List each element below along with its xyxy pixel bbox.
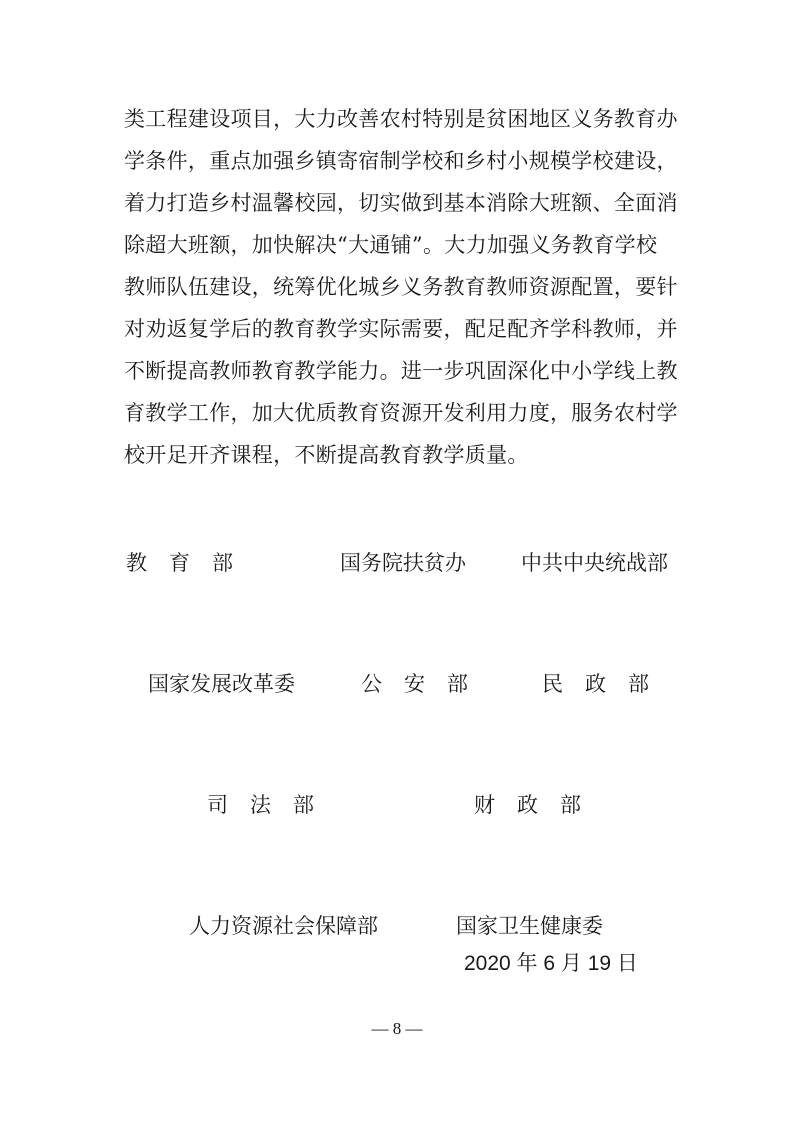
body-line: 教师队伍建设，统筹优化城乡义务教育教师资源配置，要针 xyxy=(124,275,678,299)
signatory-ministry-of-finance: 财政部 xyxy=(474,793,603,817)
body-line: 育教学工作，加大优质教育资源开发利用力度，服务农村学 xyxy=(124,401,678,425)
body-line: 校开足开齐课程，不断提高教育教学质量。 xyxy=(124,443,529,467)
signatory-ndrc: 国家发展改革委 xyxy=(148,672,295,696)
page-number: — 8 — xyxy=(371,1019,423,1038)
signatory-ministry-of-public-security: 公安部 xyxy=(361,672,490,696)
body-line: 除超大班额，加快解决“大通铺”。大力加强义务教育学校 xyxy=(124,233,658,257)
body-line: 对劝返复学后的教育教学实际需要，配足配齐学科教师，并 xyxy=(124,317,678,341)
body-line: 着力打造乡村温馨校园，切实做到基本消除大班额、全面消 xyxy=(124,191,678,215)
signatory-ministry-of-civil-affairs: 民政部 xyxy=(542,672,671,696)
body-line: 类工程建设项目，大力改善农村特别是贫困地区义务教育办 xyxy=(124,107,678,131)
body-line: 不断提高教师教育教学能力。进一步巩固深化中小学线上教 xyxy=(124,359,678,383)
signatory-ministry-of-education: 教育部 xyxy=(126,551,255,575)
signatory-ministry-of-justice: 司法部 xyxy=(207,793,336,817)
signatory-ministry-of-human-resources: 人力资源社会保障部 xyxy=(189,914,378,938)
body-line: 学条件，重点加强乡镇寄宿制学校和乡村小规模学校建设， xyxy=(124,149,678,173)
document-date: 2020 年 6 月 19 日 xyxy=(464,952,638,975)
signatory-national-health-commission: 国家卫生健康委 xyxy=(456,914,603,938)
signatory-united-front-work-department: 中共中央统战部 xyxy=(521,551,668,575)
signatory-poverty-alleviation-office: 国务院扶贫办 xyxy=(340,551,466,575)
